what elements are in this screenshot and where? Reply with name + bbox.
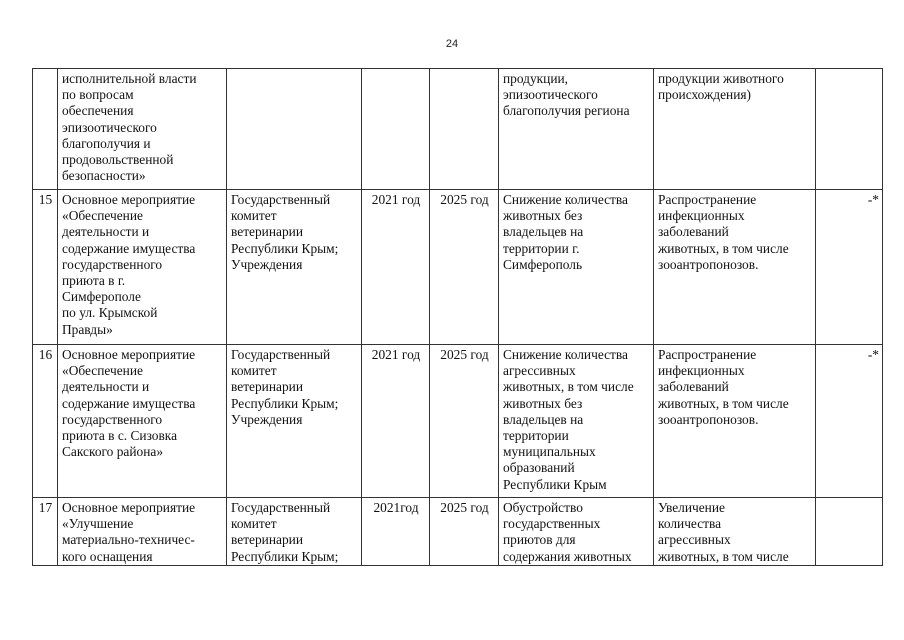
expected-result: продукции, эпизоотического благополучия региона <box>499 69 654 190</box>
responsible-executor: Государственный комитет ветеринарии Республики Крым; Учреждения <box>227 190 362 345</box>
end-year <box>430 69 499 190</box>
row-number: 17 <box>33 498 58 566</box>
start-year <box>362 69 430 190</box>
expected-result: Снижение количества агрессивных животных, в том числе животных без владельцев на территории муниципальных образований Республики Крым <box>499 345 654 498</box>
end-year: 2025 год <box>430 345 499 498</box>
table-row <box>33 345 883 498</box>
end-year: 2025 год <box>430 498 499 566</box>
start-year: 2021год <box>362 498 430 566</box>
non-implementation-consequence: Распространение инфекционных заболеваний животных, в том числе зооантропонозов. <box>654 345 816 498</box>
event-name: Основное мероприятие «Улучшение материально-техничес- кого оснащения <box>58 498 227 566</box>
related-indicators: -* <box>816 345 883 498</box>
table-row <box>33 69 883 190</box>
expected-result: Снижение количества животных без владельцев на территории г. Симферополь <box>499 190 654 345</box>
expected-result: Обустройство государственных приютов для содержания животных <box>499 498 654 566</box>
related-indicators: -* <box>816 190 883 345</box>
table-row <box>33 190 883 345</box>
event-name: исполнительной власти по вопросам обеспечения эпизоотического благополучия и продовольственной безопасности» <box>58 69 227 190</box>
event-name: Основное мероприятие «Обеспечение деятельности и содержание имущества государственного приюта в г. Симферополе по ул. Крымской Правды» <box>58 190 227 345</box>
non-implementation-consequence: Увеличение количества агрессивных животных, в том числе <box>654 498 816 566</box>
row-number: 15 <box>33 190 58 345</box>
related-indicators <box>816 498 883 566</box>
responsible-executor: Государственный комитет ветеринарии Республики Крым; Учреждения <box>227 345 362 498</box>
non-implementation-consequence: продукции животного происхождения) <box>654 69 816 190</box>
end-year: 2025 год <box>430 190 499 345</box>
row-number: 16 <box>33 345 58 498</box>
related-indicators <box>816 69 883 190</box>
program-events-table <box>32 68 883 566</box>
responsible-executor <box>227 69 362 190</box>
table-row <box>33 498 883 566</box>
row-number <box>33 69 58 190</box>
event-name: Основное мероприятие «Обеспечение деятельности и содержание имущества государственного приюта в с. Сизовка Сакского района» <box>58 345 227 498</box>
start-year: 2021 год <box>362 190 430 345</box>
start-year: 2021 год <box>362 345 430 498</box>
page-number: 24 <box>445 38 459 50</box>
non-implementation-consequence: Распространение инфекционных заболеваний животных, в том числе зооантропонозов. <box>654 190 816 345</box>
responsible-executor: Государственный комитет ветеринарии Республики Крым; <box>227 498 362 566</box>
